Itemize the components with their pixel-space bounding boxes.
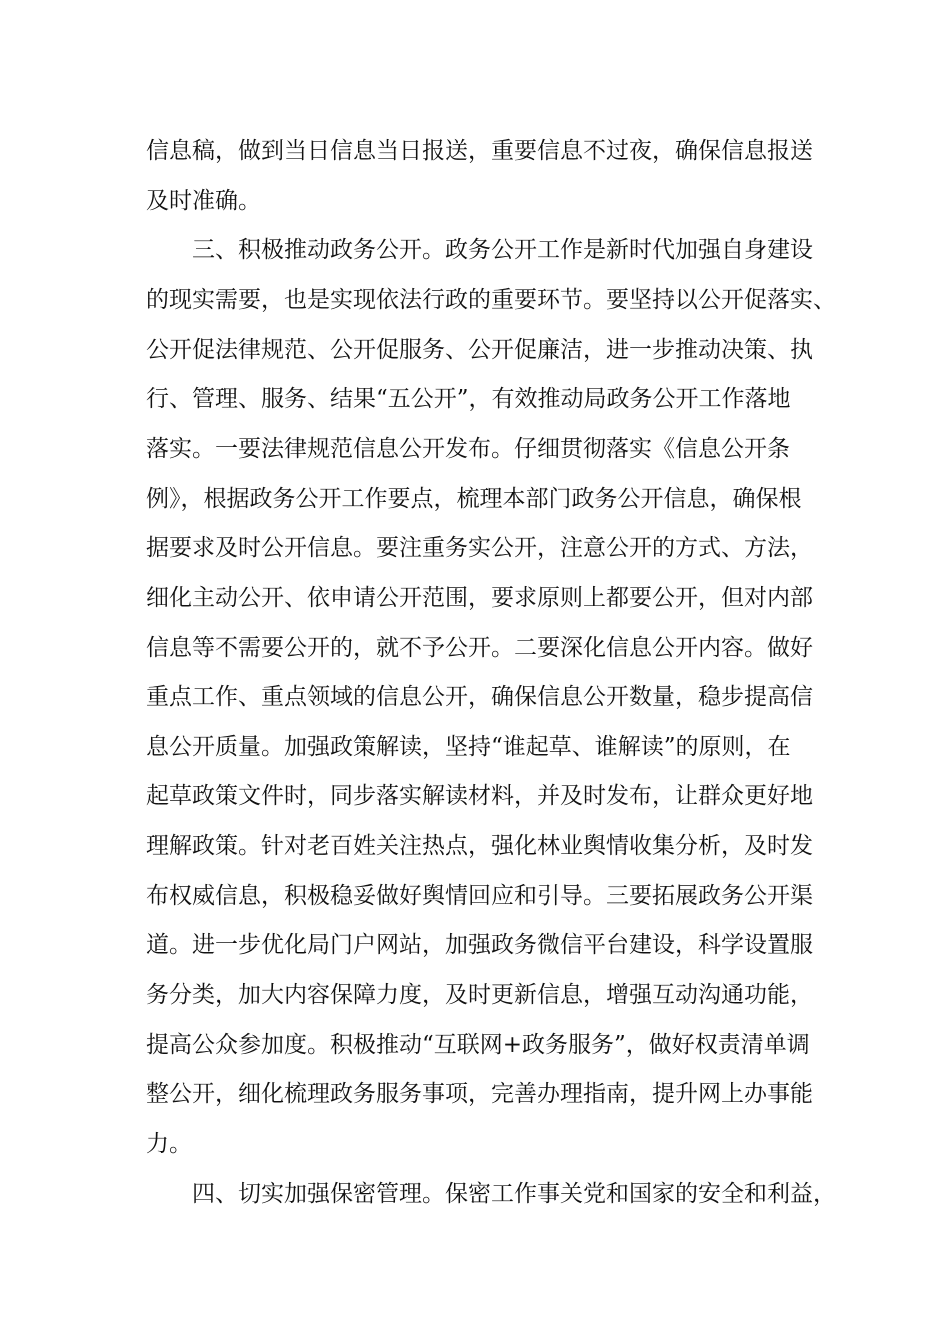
text-line-13: 息公开质量。加强政策解读，坚持“谁起草、谁解读”的原则，在 — [146, 734, 791, 760]
text-line-14: 起草政策文件时，同步落实解读材料，并及时发布，让群众更好地 — [146, 783, 813, 809]
text-line-17: 道。进一步优化局门户网站，加强政务微信平台建设，科学设置服 — [146, 932, 813, 958]
text-line-18: 务分类，加大内容保障力度，及时更新信息，增强互动沟通功能， — [146, 982, 813, 1008]
text-line-12: 重点工作、重点领域的信息公开，确保信息公开数量，稳步提高信 — [146, 684, 813, 710]
text-line-3: 三、积极推动政务公开。政务公开工作是新时代加强自身建设 — [192, 237, 813, 263]
text-line-4: 的现实需要，也是实现依法行政的重要环节。要坚持以公开促落实、 — [146, 287, 836, 313]
text-line-5: 公开促法律规范、公开促服务、公开促廉洁，进一步推动决策、执 — [146, 337, 813, 363]
text-line-1: 信息稿，做到当日信息当日报送，重要信息不过夜，确保信息报送 — [146, 138, 813, 164]
text-line-10: 细化主动公开、依申请公开范围，要求原则上都要公开，但对内部 — [146, 585, 813, 611]
text-line-16: 布权威信息，积极稳妥做好舆情回应和引导。三要拓展政务公开渠 — [146, 883, 813, 909]
text-line-8: 例》，根据政务公开工作要点，梳理本部门政务公开信息，确保根 — [146, 486, 802, 512]
text-line-20: 整公开，细化梳理政务服务事项，完善办理指南，提升网上办事能 — [146, 1081, 813, 1107]
text-line-7: 落实。一要法律规范信息公开发布。仔细贯彻落实《信息公开条 — [146, 436, 790, 462]
text-line-15: 理解政策。针对老百姓关注热点，强化林业舆情收集分析，及时发 — [146, 833, 813, 859]
text-line-21: 力。 — [146, 1131, 192, 1157]
text-line-2: 及时准确。 — [146, 188, 261, 214]
text-line-11: 信息等不需要公开的，就不予公开。二要深化信息公开内容。做好 — [146, 635, 813, 661]
text-line-6: 行、管理、服务、结果“五公开”，有效推动局政务公开工作落地 — [146, 386, 791, 412]
text-line-9: 据要求及时公开信息。要注重务实公开，注意公开的方式、方法， — [146, 535, 813, 561]
text-line-22: 四、切实加强保密管理。保密工作事关党和国家的安全和利益， — [192, 1181, 836, 1207]
text-line-19: 提高公众参加度。积极推动“互联网+政务服务”，做好权责清单调 — [146, 1032, 810, 1058]
